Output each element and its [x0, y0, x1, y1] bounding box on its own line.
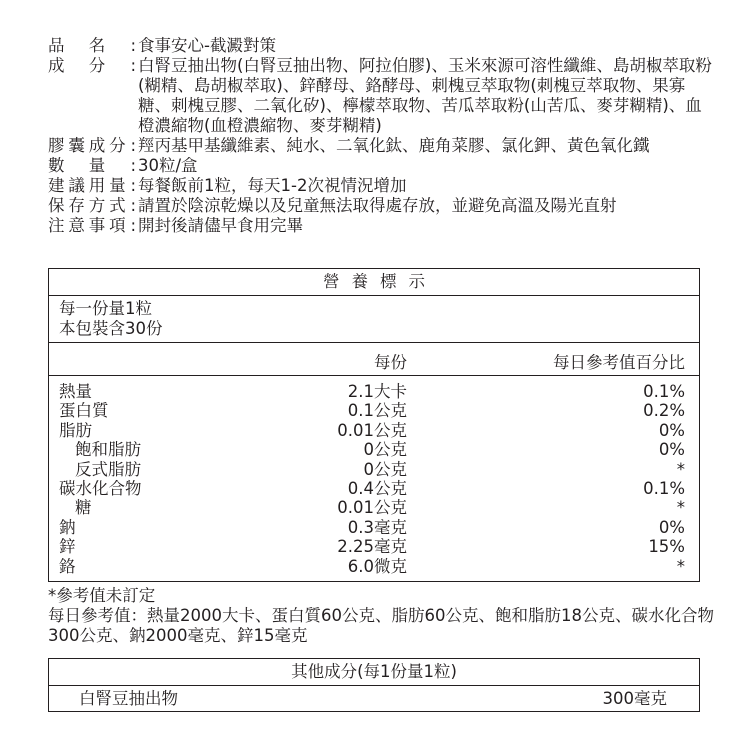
info-label	[48, 136, 136, 156]
info-label-char: 建	[48, 176, 65, 195]
nutrient-amount: 0.01公克	[337, 420, 407, 440]
nutrient-amount: 0.1公克	[347, 401, 407, 421]
info-value: 每餐飯前1粒，每天1-2次視情況增加	[138, 176, 407, 195]
nutrition-row	[49, 557, 699, 576]
nutrient-name: 脂肪	[59, 420, 92, 440]
nutrient-name: 飽和脂肪	[75, 440, 141, 460]
nutrient-amount: 0公克	[363, 459, 407, 479]
info-label-char: 量	[109, 176, 126, 195]
nutrition-row	[49, 440, 699, 459]
info-label-colon: :	[130, 136, 136, 155]
info-label	[48, 36, 136, 56]
other-ingredient-amount: 300毫克	[602, 689, 667, 708]
info-label	[48, 156, 136, 176]
info-label-char: 名	[88, 36, 106, 55]
nutrient-amount: 0.3毫克	[347, 517, 407, 537]
info-label-char: 意	[68, 216, 85, 235]
nutrient-amount: 6.0微克	[347, 556, 407, 576]
nutrition-row	[49, 537, 699, 556]
info-label-char: 成	[48, 56, 65, 75]
nutrient-name: 鉻	[59, 556, 76, 576]
nutrient-daily-pct: 0.1%	[643, 478, 685, 498]
other-ingredient-name: 白腎豆抽出物	[79, 689, 178, 708]
nutrition-rows	[49, 376, 699, 576]
info-value: 請置於陰涼乾燥以及兒童無法取得處存放，並避免高溫及陽光直射	[138, 196, 617, 215]
per-serving-header: 每份	[374, 353, 407, 372]
nutrient-daily-pct: 0%	[658, 517, 685, 537]
nutrition-row	[49, 479, 699, 498]
info-label-char: 量	[88, 156, 106, 175]
nutrition-facts-table	[48, 268, 700, 582]
other-ingredients-rows	[49, 686, 699, 712]
info-row	[48, 196, 716, 216]
info-label-char: 保	[48, 196, 65, 215]
nutrition-row	[49, 460, 699, 479]
info-value: 食事安心-截澱對策	[138, 36, 276, 55]
info-label-char: 事	[88, 216, 106, 235]
daily-value-header: 每日參考值百分比	[553, 353, 685, 372]
other-ingredient-row	[49, 686, 699, 712]
footnote-undefined: *參考值未訂定	[48, 586, 156, 605]
product-info	[48, 36, 716, 236]
footnotes	[48, 586, 716, 646]
info-label-char: 品	[48, 36, 65, 55]
nutrient-amount: 0.4公克	[347, 478, 407, 498]
info-label-colon: :	[130, 176, 136, 195]
nutrient-daily-pct: 15%	[648, 537, 685, 557]
info-label-colon: :	[130, 36, 136, 55]
info-label-char: 式	[109, 196, 126, 215]
other-ingredients-table	[48, 658, 700, 712]
footnote-daily-values: 每日參考值：熱量2000大卡、蛋白質60公克、脂肪60公克、飽和脂肪18公克、碳水化合物300公克、鈉2000毫克、鋅15毫克	[48, 606, 714, 645]
info-value: 羥丙基甲基纖維素、純水、二氧化鈦、鹿角菜膠、氯化鉀、黃色氧化鐵	[138, 136, 650, 155]
nutrition-row	[49, 401, 699, 420]
serving-size: 每一份量1粒	[59, 299, 152, 318]
info-value: 開封後請儘早食用完畢	[138, 216, 303, 235]
info-label-char: 存	[68, 196, 85, 215]
info-value: 白腎豆抽出物(白腎豆抽出物、阿拉伯膠)、玉米來源可溶性纖維、島胡椒萃取粉(糊精、島胡椒萃取)、鋅酵母、鉻酵母、刺槐豆萃取物(刺槐豆萃取物、果寡糖、刺槐豆膠、二氧化矽)、檸檬萃取物、苦瓜萃取粉(山苦瓜、麥芽糊精)、血橙濃縮物(血橙濃縮物、麥芽糊精)	[138, 56, 712, 135]
nutrient-name: 碳水化合物	[59, 478, 142, 498]
nutrient-daily-pct: 0.1%	[643, 382, 685, 401]
nutrient-name: 糖	[75, 498, 92, 518]
info-value: 30粒/盒	[138, 156, 198, 175]
info-row	[48, 136, 716, 156]
info-label	[48, 176, 136, 196]
info-label-char: 分	[88, 56, 106, 75]
nutrition-row	[49, 518, 699, 537]
info-row	[48, 156, 716, 176]
info-label-char: 注	[48, 216, 65, 235]
serving-info	[49, 296, 699, 343]
info-label	[48, 56, 136, 136]
info-label-char: 分	[109, 136, 126, 155]
nutrient-name: 鋅	[59, 537, 76, 557]
info-row	[48, 36, 716, 56]
nutrition-row	[49, 421, 699, 440]
info-label	[48, 216, 136, 236]
nutrition-title: 營養標示	[49, 269, 699, 296]
nutrient-amount: 2.1大卡	[347, 382, 407, 401]
info-label-colon: :	[130, 216, 136, 235]
nutrition-row	[49, 382, 699, 401]
info-label-char: 數	[48, 156, 65, 175]
nutrient-daily-pct: *	[676, 459, 685, 479]
info-row	[48, 176, 716, 196]
nutrient-amount: 0.01公克	[337, 498, 407, 518]
info-label-char: 囊	[68, 136, 85, 155]
nutrient-daily-pct: 0%	[658, 440, 685, 460]
info-label-colon: :	[130, 196, 136, 215]
nutrient-amount: 2.25毫克	[337, 537, 407, 557]
info-label-char: 項	[109, 216, 126, 235]
info-label-colon: :	[130, 156, 136, 175]
servings-per-pack: 本包裝含30份	[59, 319, 163, 338]
info-row	[48, 216, 716, 236]
nutrient-daily-pct: *	[676, 498, 685, 518]
info-label-char: 方	[88, 196, 106, 215]
info-label-char: 議	[68, 176, 85, 195]
info-label-char: 成	[88, 136, 106, 155]
nutrient-amount: 0公克	[363, 440, 407, 460]
info-label	[48, 196, 136, 216]
nutrient-name: 反式脂肪	[75, 459, 141, 479]
nutrient-daily-pct: 0%	[658, 420, 685, 440]
nutrient-daily-pct: 0.2%	[643, 401, 685, 421]
other-ingredients-title: 其他成分(每1份量1粒)	[49, 659, 699, 686]
nutrient-daily-pct: *	[676, 556, 685, 576]
info-label-char: 膠	[48, 136, 65, 155]
info-row	[48, 56, 716, 136]
nutrition-column-headers	[49, 343, 699, 376]
info-label-char: 用	[88, 176, 106, 195]
info-label-colon: :	[130, 56, 136, 75]
nutrient-name: 蛋白質	[59, 401, 109, 421]
nutrient-name: 鈉	[59, 517, 76, 537]
nutrient-name: 熱量	[59, 382, 92, 401]
nutrition-row	[49, 498, 699, 517]
